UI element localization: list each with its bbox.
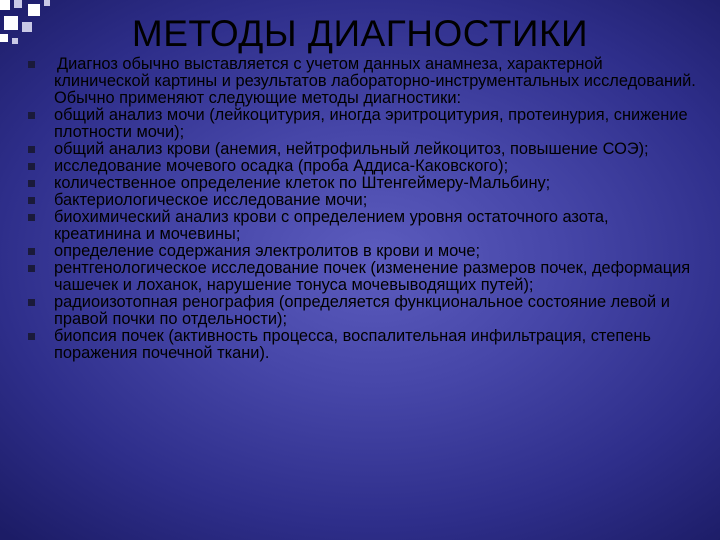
list-item bbox=[26, 243, 696, 260]
list-item-text: бактериологическое исследование мочи; bbox=[54, 191, 368, 209]
list-item-text: радиоизотопная ренография (определяется функциональное состояние левой и правой почки по отдельности); bbox=[54, 293, 670, 328]
square-bullet-icon bbox=[28, 248, 35, 255]
list-item bbox=[26, 209, 696, 243]
list-item-text: рентгенологическое исследование почек (изменение размеров почек, деформация чашечек и лоханок, нарушение тонуса мочевыводящих путей); bbox=[54, 259, 691, 294]
list-item bbox=[26, 175, 696, 192]
square-bullet-icon bbox=[28, 163, 35, 170]
square-bullet-icon bbox=[28, 265, 35, 272]
square-bullet-icon bbox=[28, 214, 35, 221]
list-item-text: биопсия почек (активность процесса, воспалительная инфильтрация, степень поражения почечной ткани). bbox=[54, 327, 651, 362]
list-item-text: определение содержания электролитов в крови и моче; bbox=[54, 242, 481, 260]
list-item-text: общий анализ крови (анемия, нейтрофильный лейкоцитоз, повышение СОЭ); bbox=[54, 140, 649, 158]
list-item-text: биохимический анализ крови с определением уровня остаточного азота, креатинина и мочевины; bbox=[54, 208, 609, 243]
list-item bbox=[26, 158, 696, 175]
square-bullet-icon bbox=[28, 112, 35, 119]
list-item-text: Диагноз обычно выставляется с учетом данных анамнеза, характерной клинической картины и результатов лабораторно-инструментальных исследований. Обычно применяют следующие методы диагностики: bbox=[54, 55, 696, 107]
square-bullet-icon bbox=[28, 333, 35, 340]
list-item-text: исследование мочевого осадка (проба Аддиса-Каковского); bbox=[54, 157, 509, 175]
list-item-text: общий анализ мочи (лейкоцитурия, иногда эритроцитурия, протеинурия, снижение плотности мочи); bbox=[54, 106, 688, 141]
list-item bbox=[26, 294, 696, 328]
list-item bbox=[26, 192, 696, 209]
list-item bbox=[26, 260, 696, 294]
list-item bbox=[26, 56, 696, 107]
square-bullet-icon bbox=[28, 61, 35, 68]
list-item-text: количественное определение клеток по Штенгеймеру-Мальбину; bbox=[54, 174, 551, 192]
list-item bbox=[26, 107, 696, 141]
square-bullet-icon bbox=[28, 180, 35, 187]
slide-title: МЕТОДЫ ДИАГНОСТИКИ bbox=[131, 13, 589, 54]
square-bullet-icon bbox=[28, 197, 35, 204]
list-item bbox=[26, 328, 696, 362]
bullet-list bbox=[26, 56, 696, 362]
list-item bbox=[26, 141, 696, 158]
square-bullet-icon bbox=[28, 146, 35, 153]
square-bullet-icon bbox=[28, 299, 35, 306]
